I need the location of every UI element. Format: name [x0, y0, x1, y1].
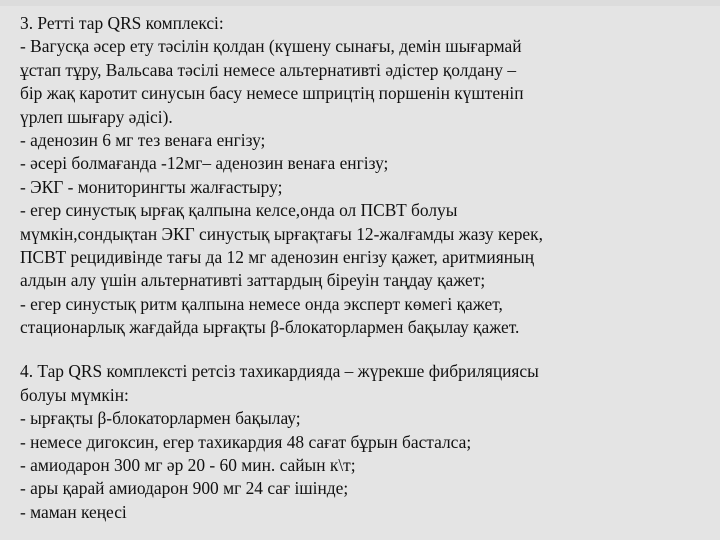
section-3-line: - аденозин 6 мг тез венаға енгізу; [20, 129, 266, 150]
section-4-line: - немесе дигоксин, егер тахикардия 48 сағат бұрын басталса; [20, 431, 472, 452]
section-3-line: - әсері болмағанда -12мг– аденозин венаға енгізу; [20, 153, 389, 174]
section-4-line: - ары қарай амиодарон 900 мг 24 сағ ішінде; [20, 478, 349, 499]
section-3-line: - ЭКГ - мониторингты жалғастыру; [20, 176, 283, 197]
section-3-line: - егер синустық ырғақ қалпына келсе,онда ол ПСВТ болуы [20, 200, 458, 221]
section-3-line: бір жақ каротит синусын басу немесе шприцтің поршенін күштеніп [20, 83, 524, 104]
section-3-line: - егер синустық ритм қалпына немесе онда эксперт көмегі қажет, [20, 293, 503, 314]
section-4-line: - амиодарон 300 мг әр 20 - 60 мин. сайын к\т; [20, 455, 356, 476]
section-3-line: үрлеп шығару әдісі). [20, 106, 173, 127]
section-3-line: ұстап тұру, Вальсава тәсілі немесе альтернативті әдістер қолдану – [20, 59, 517, 80]
section-3-line: стационарлық жағдайда ырғақты β-блокаторлармен бақылау қажет. [20, 317, 520, 338]
section-4-heading: 4. Тар QRS комплексті ретсіз тахикардияда – жүрекше фибриляциясы [20, 361, 539, 382]
section-3-line: мүмкін,сондықтан ЭКГ синустық ырғақтағы 12-жалғамды жазу керек, [20, 223, 543, 244]
slide-text-body [20, 12, 710, 524]
section-3-line: алдын алу үшін альтернативті заттардың біреуін таңдау қажет; [20, 270, 486, 291]
slide-top-bar [0, 0, 720, 6]
section-3-line: ПСВТ рецидивінде тағы да 12 мг аденозин енгізу қажет, аритмияның [20, 246, 535, 267]
section-4-line: - ырғақты β-блокаторлармен бақылау; [20, 408, 301, 429]
section-4-line: - маман кеңесі [20, 501, 127, 522]
section-4-line: болуы мүмкін: [20, 384, 129, 405]
paragraph-gap [20, 339, 710, 360]
section-3-heading: 3. Ретті тар QRS комплексі: [20, 13, 224, 33]
section-3-line: - Вагусқа әсер ету тәсілін қолдан (күшену сынағы, демін шығармай [20, 36, 522, 57]
